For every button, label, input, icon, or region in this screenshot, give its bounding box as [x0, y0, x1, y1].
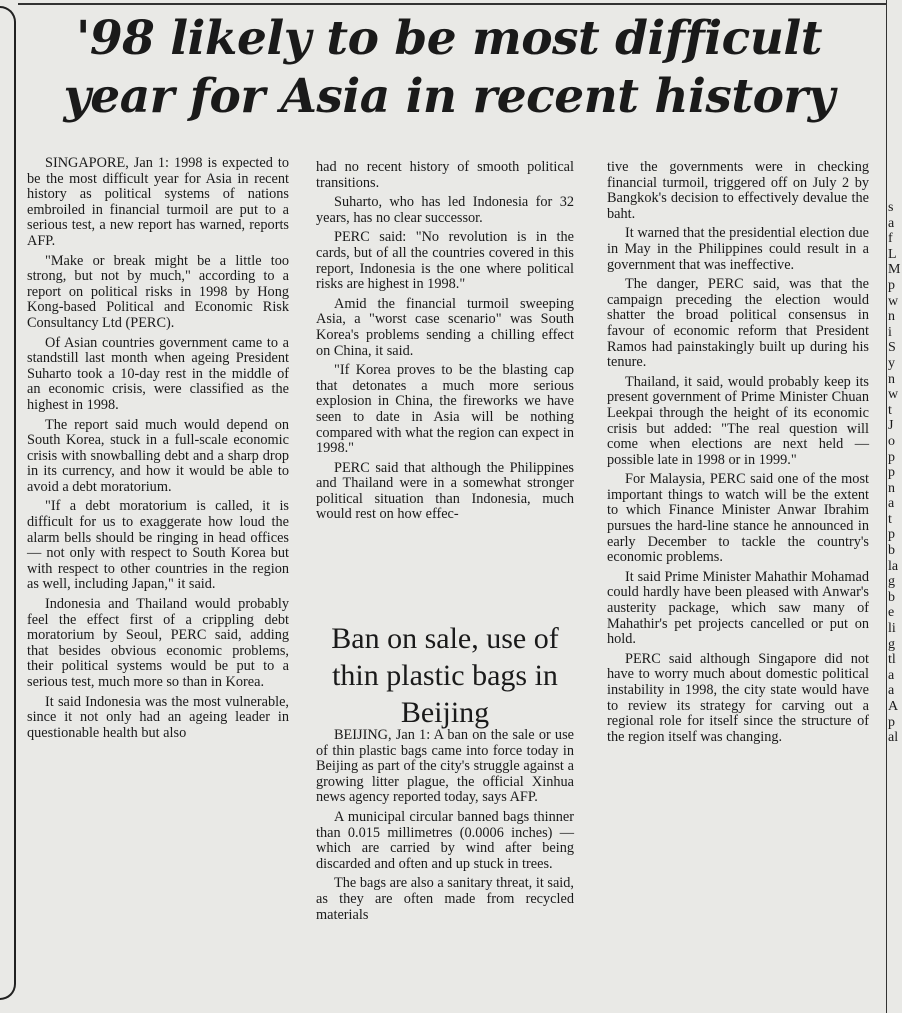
paragraph: The danger, PERC said, was that the campaign preceding the election would shatter the broad political consensus in favour of economic reform that President Ramos had painstakingly built up during his tenure. — [607, 276, 869, 371]
paragraph: "If Korea proves to be the blasting cap that detonates a much more serious explosion in China, the fireworks we have seen to date in Asia will be nothing compared with what the region can expect in 1998." — [316, 362, 574, 457]
fragment-letter: o — [888, 433, 895, 449]
paragraph: BEIJING, Jan 1: A ban on the sale or use of thin plastic bags came into force today in Beijing as part of the city's struggle against a growing litter plague, the official Xinhua news agency reported today, says AFP. — [316, 727, 574, 806]
paragraph: Indonesia and Thailand would probably feel the effect first of a crippling debt moratorium by Seoul, PERC said, adding that besides obvious economic problems, their political systems would be put to a serious test, much more so than in Korea. — [27, 596, 289, 690]
fragment-letter: t — [888, 402, 892, 418]
paragraph: Suharto, who has led Indonesia for 32 years, has no clear successor. — [316, 194, 574, 226]
fragment-letter: g — [888, 574, 895, 590]
fragment-letter: a — [888, 683, 895, 699]
fragment-letter: s — [888, 200, 894, 215]
paragraph: The bags are also a sanitary threat, it said, as they are often made from recycled materials — [316, 875, 574, 923]
fragment-letter: p — [888, 714, 895, 730]
fragment-letter: g — [888, 636, 895, 652]
paragraph: had no recent history of smooth political transitions. — [316, 159, 574, 191]
fragment-letter: w — [888, 387, 899, 403]
top-rule — [18, 3, 886, 5]
sub-article-body — [316, 728, 574, 927]
adjacent-column-fragment — [888, 200, 902, 1000]
fragment-letter: f — [888, 231, 893, 247]
article-column-2 — [316, 160, 574, 527]
fragment-letter: tl — [888, 652, 896, 668]
fragment-letter: b — [888, 589, 895, 605]
paragraph: It said Indonesia was the most vulnerable, since it not only had an ageing leader in questionable health but also — [27, 693, 289, 741]
fragment-letter: w — [888, 293, 899, 309]
fragment-letter: la — [888, 558, 899, 574]
paragraph: For Malaysia, PERC said one of the most important things to watch will be the extent to which Finance Minister Anwar Ibrahim pursues the hard-line stance he announced in early December to tackle the country's economic problems. — [607, 471, 869, 566]
fragment-letter: p — [888, 527, 895, 543]
fragment-letter: t — [888, 511, 892, 527]
fragment-letter: A — [888, 699, 899, 714]
paragraph: PERC said although Singapore did not have to worry much about domestic political instability in 1998, the city state would have to review its strategy for carving out a regional role for itself since the structure of the region itself was changing. — [607, 650, 869, 745]
paragraph: "If a debt moratorium is called, it is difficult for us to exaggerate how loud the alarm bells should be ringing in head offices — not only with respect to South Korea but with respect to other countries in the region as well, including Japan," it said. — [27, 498, 289, 593]
fragment-letter: al — [888, 730, 899, 746]
paragraph: It warned that the presidential election due in May in the Philippines could result in a government that was ineffective. — [607, 225, 869, 273]
fragment-letter: L — [888, 246, 897, 262]
fragment-letter: n — [888, 309, 895, 325]
article-column-3 — [607, 160, 869, 749]
fragment-letter: n — [888, 480, 895, 496]
fragment-letter: b — [888, 543, 895, 559]
fragment-letter: e — [888, 605, 895, 621]
sub-headline: Ban on sale, use of thin plastic bags in Beijing — [331, 622, 559, 729]
fragment-letter: n — [888, 371, 895, 387]
fragment-letter: p — [888, 465, 895, 481]
fragment-letter: p — [888, 277, 895, 293]
paragraph: Thailand, it said, would probably keep its present government of Prime Minister Chuan Leekpai through the height of its economic crisis but added: "The real question will come when elections are next held — possible late in 1998 or in 1999." — [607, 373, 869, 468]
paragraph: "Make or break might be a little too strong, but not by much," according to a report on political risks in 1998 by Hong Kong-based Political and Economic Risk Consultancy Ltd (PERC). — [27, 252, 289, 331]
clipping-left-bracket — [0, 6, 16, 1000]
fragment-letter: a — [888, 667, 895, 683]
paragraph: Amid the financial turmoil sweeping Asia, a "worst case scenario" was South Korea's problems sending a chilling effect on China, it said. — [316, 295, 574, 359]
fragment-letter: a — [888, 496, 895, 512]
fragment-letter: M — [888, 262, 901, 278]
paragraph: Of Asian countries government came to a standstill last month when ageing President Suharto took a 10-day rest in the middle of an economic crisis, were classified as the highest in 1998. — [27, 334, 289, 413]
headline-line-1: '98 likely to be most difficult — [76, 11, 822, 66]
article-column-1 — [27, 156, 289, 745]
fragment-letter: i — [888, 324, 892, 340]
paragraph: PERC said: "No revolution is in the cards, but of all the countries covered in this report, Indonesia is the one where political risks are highest in 1998." — [316, 229, 574, 293]
paragraph: tive the governments were in checking financial turmoil, triggered off on July 2 by Bangkok's decision to effectively devalue the baht. — [607, 159, 869, 222]
paragraph: SINGAPORE, Jan 1: 1998 is expected to be the most difficult year for Asia in recent history as political systems of nations embroiled in financial turmoil are put to a serious test, a new report has warned, reports AFP. — [27, 155, 289, 249]
fragment-letter: y — [888, 355, 895, 371]
paragraph: A municipal circular banned bags thinner than 0.015 millimetres (0.0006 inches) — which are carried by wind after being discarded and often and up stuck in trees. — [316, 808, 574, 872]
paragraph: The report said much would depend on South Korea, stuck in a full-scale economic crisis with snowballing debt and a sharp drop in its currency, and how it would be able to avoid a debt moratorium. — [27, 416, 289, 495]
main-headline — [26, 10, 872, 126]
headline-line-2: year for Asia in recent history — [63, 69, 835, 124]
fragment-letter: p — [888, 449, 895, 465]
fragment-letter: S — [888, 340, 896, 356]
paragraph: PERC said that although the Philippines and Thailand were in a somewhat stronger political situation than Indonesia, much would rest on how effec- — [316, 459, 574, 523]
fragment-letter: J — [888, 418, 894, 434]
paragraph: It said Prime Minister Mahathir Mohamad could hardly have been pleased with Anwar's austerity package, which saw many of Mahathir's pet projects cancelled or put on hold. — [607, 568, 869, 648]
column-rule-right — [886, 0, 887, 1013]
fragment-letter: a — [888, 215, 895, 231]
fragment-letter: li — [888, 621, 896, 637]
